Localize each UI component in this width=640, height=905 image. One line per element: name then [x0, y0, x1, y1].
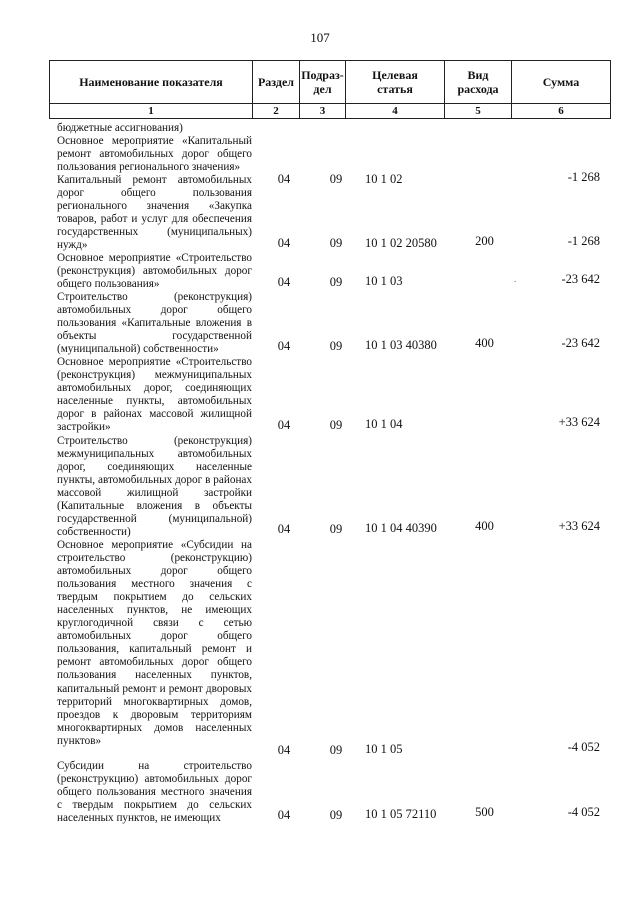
page-number: 107	[310, 30, 330, 45]
row-podrazdel: 09	[329, 275, 343, 289]
row-statya: 10 1 04 40390	[365, 521, 437, 535]
row-name: Капитальный ремонт автомобильных дорог общего пользования регионального значения «Закупка товаров, работ и услуг для обеспечения государственных (муниципальных) нужд»	[57, 174, 252, 252]
row-razdel: 04	[277, 743, 291, 757]
row-name: Основное мероприятие «Строительство (реконструкция) межмуниципальных автомобильных дорог, соединяющих населенные пункты, автомобильных дорог в районах массовой жилищной застройки»	[57, 356, 252, 434]
row-podrazdel: 09	[329, 172, 343, 186]
row-podrazdel: 09	[329, 339, 343, 353]
row-summa: -1 268	[567, 234, 600, 248]
row-name: Строительство (реконструкция) автомобильных дорог общего пользования «Капитальные вложения в объекты государственной (муниципальной) собственности»	[57, 291, 252, 356]
row-razdel: 04	[277, 172, 291, 186]
row-summa: -23 642	[561, 336, 600, 350]
row-name: бюджетные ассигнования)	[57, 122, 183, 134]
row-razdel: 04	[277, 808, 291, 822]
row-statya: 10 1 02	[365, 172, 403, 186]
row-statya: 10 1 02 20580	[365, 236, 437, 250]
row-vid: 400	[475, 336, 494, 350]
row-razdel: 04	[277, 522, 291, 536]
row-razdel: 04	[277, 236, 291, 250]
row-statya: 10 1 05	[365, 742, 403, 756]
row-razdel: 04	[277, 339, 291, 353]
row-podrazdel: 09	[329, 808, 343, 822]
col-num-2: 2	[253, 104, 300, 119]
row-razdel: 04	[277, 418, 291, 432]
row-razdel: 04	[277, 275, 291, 289]
col-num-3: 3	[300, 104, 346, 119]
col-num-6: 6	[512, 104, 611, 119]
row-statya: 10 1 03 40380	[365, 338, 437, 352]
row-vid: 500	[475, 805, 494, 819]
row-podrazdel: 09	[329, 743, 343, 757]
col-num-4: 4	[346, 104, 445, 119]
col-header-podrazdel: Подраз- дел	[300, 61, 346, 104]
col-header-summa: Сумма	[512, 61, 611, 104]
row-name: Основное мероприятие «Субсидии на строительство (реконструкцию) автомобильных дорог общего пользования местного значения с твердым покрытием до сельских населенных пунктов, не имеющих круглогодичной связи с сетью автомобильных дорог общего пользования, капитальный ремонт и ремонт автомобильных дорог общего пользования населенных пунктов, капитальный ремонт и ремонт дворовых территорий многоквартирных домов, проездов к дворовым территориям многоквартирных домов населенных пунктов»	[57, 539, 252, 747]
row-summa: -4 052	[567, 740, 600, 754]
row-summa: -23 642	[561, 272, 600, 286]
row-vid: 400	[475, 519, 494, 533]
table-header	[49, 60, 611, 119]
row-statya: 10 1 05 72110	[365, 807, 437, 821]
row-statya: 10 1 03	[365, 274, 403, 288]
col-header-name: Наименование показателя	[50, 61, 253, 104]
row-name: Основное мероприятие «Строительство (реконструкция) автомобильных дорог общего пользования»	[57, 252, 252, 291]
row-summa: +33 624	[558, 519, 600, 533]
row-summa: -1 268	[567, 170, 600, 184]
col-num-1: 1	[50, 104, 253, 119]
col-header-statya: Целевая статья	[346, 61, 445, 104]
row-podrazdel: 09	[329, 236, 343, 250]
row-name: Основное мероприятие «Капитальный ремонт автомобильных дорог общего пользования регионального значения»	[57, 135, 252, 174]
row-summa: +33 624	[558, 415, 600, 429]
row-vid: 200	[475, 234, 494, 248]
row-podrazdel: 09	[329, 418, 343, 432]
row-statya: 10 1 04	[365, 417, 403, 431]
row-podrazdel: 09	[329, 522, 343, 536]
col-header-vid: Вид расхода	[445, 61, 512, 104]
row-name: Строительство (реконструкция) межмуниципальных автомобильных дорог, соединяющих населенные пункты, автомобильных дорог в районах массовой жилищной застройки (Капитальные вложения в объекты государственной (муниципальной) собственности)	[57, 435, 252, 539]
row-summa: -4 052	[567, 805, 600, 819]
col-num-5: 5	[445, 104, 512, 119]
row-name: Субсидии на строительство (реконструкцию) автомобильных дорог общего пользования местного значения с твердым покрытием до сельских населенных пунктов, не имеющих	[57, 760, 252, 825]
col-header-razdel: Раздел	[253, 61, 300, 104]
